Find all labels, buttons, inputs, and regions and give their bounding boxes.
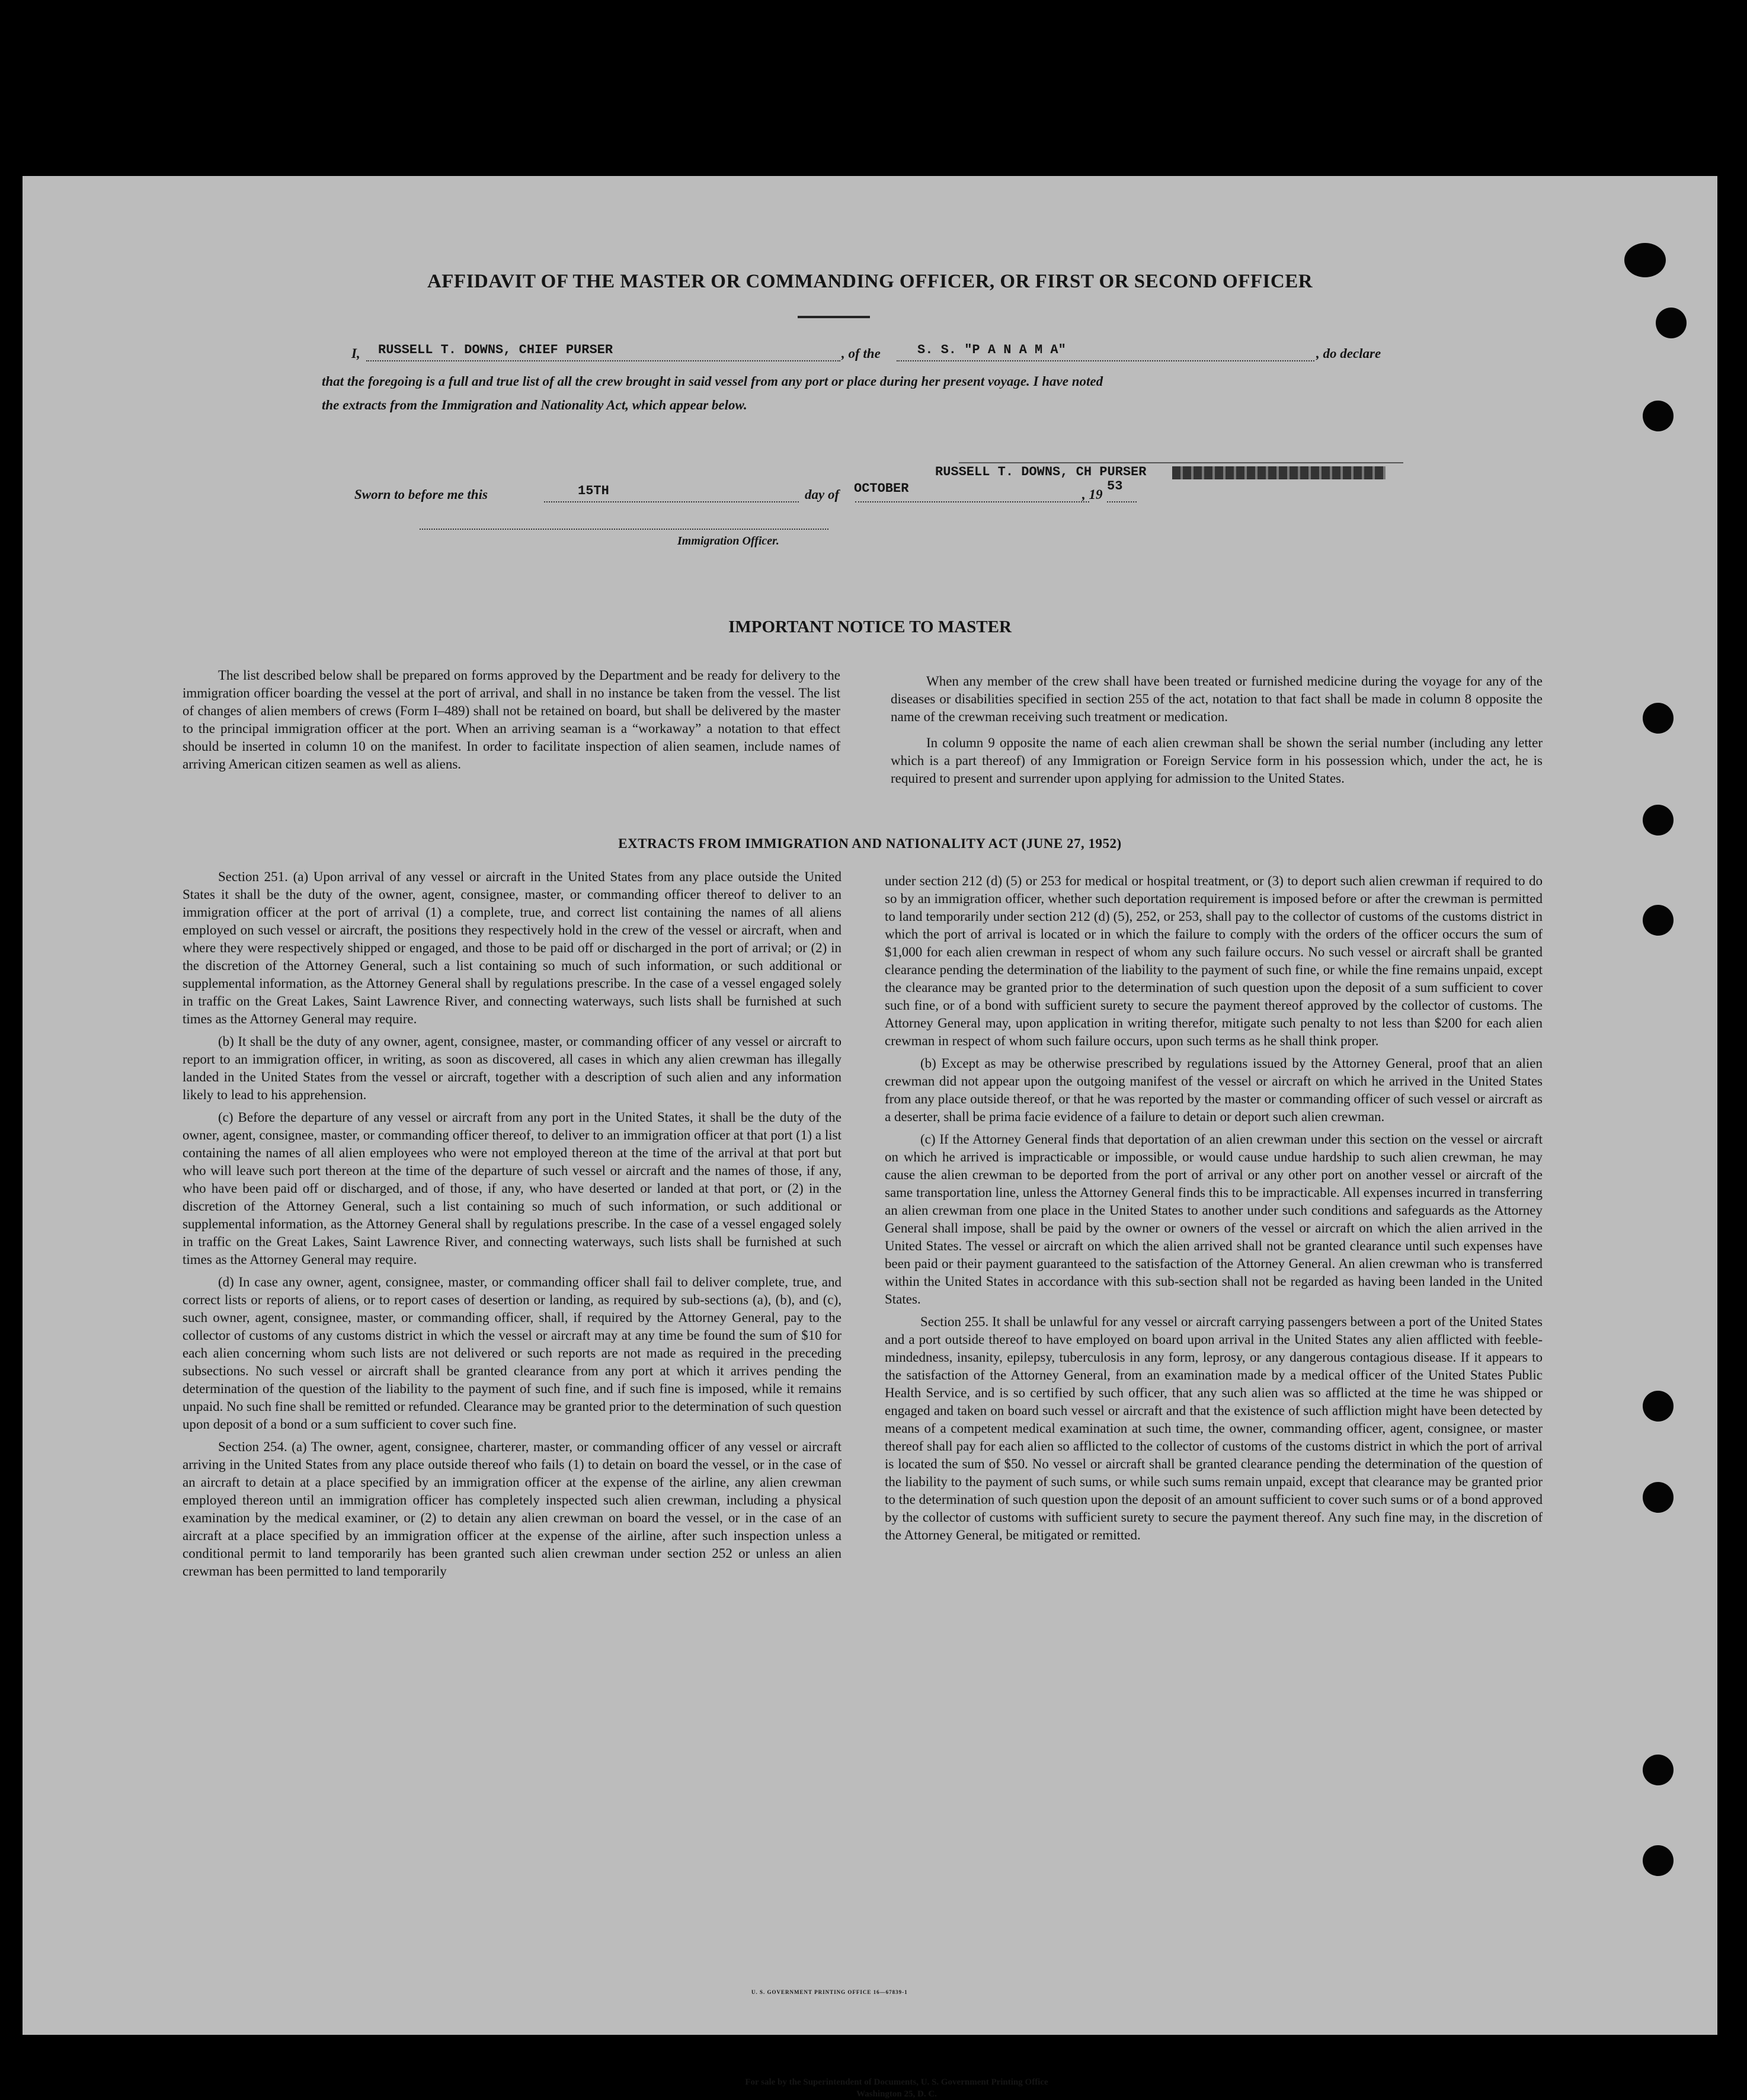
affidavit-title: AFFIDAVIT OF THE MASTER OR COMMANDING OFFICER, OR FIRST OR SECOND OFFICER <box>427 271 1313 292</box>
section-251-c: (c) Before the departure of any vessel or aircraft from any port in the United States, it shall be the duty of the owner, agent, consignee, master, or commanding officer thereof, to deliver to an immigration officer at that port (1) a list containing the names of all alien employees who were not employed thereon at the time of the arrival at that port but who will leave such port thereon at the time of the departure of such vessel or aircraft and the names of those, if any, who have been paid off or discharged, and of those, if any, who have deserted or landed at that port, or (2) in the discretion of the Attorney General, such a list containing so much of such information, or such additional or supplemental information, as the Attorney General shall by regulations prescribe. In the case of a vessel engaged solely in traffic on the Great Lakes, Saint Lawrence River, and connecting waterways, such lists shall be furnished at such times as the Attorney General may require. <box>183 1110 841 1267</box>
extracts-right-column <box>885 872 1543 1544</box>
section-254-a-cont: under section 212 (d) (5) or 253 for medical or hospital treatment, or (3) to deport such alien crewman if required to do so by an immigration officer, whether such deportation requirement is imposed before or after the crewman is permitted to land temporarily under section 212 (d) (5), 252, or 253, shall pay to the collector of customs of the customs district in which the port of arrival is located or in which the failure to comply with the orders of the officer occurs the sum of $1,000 for each alien crewman in respect of whom any such failure occurs. No such vessel or aircraft shall be granted clearance pending the determination of the liability to the payment of such fine, or while the fine remains unpaid, except the clearance may be granted prior to the determination of such question upon the deposit of a sum sufficient to cover such fine, or of a bond with sufficient surety to secure the payment thereof approved by the collector of customs. The Attorney General may, upon application in writing therefor, mitigate such penalty to not less than $200 for each alien crewman in respect of whom such failure occurs, upon such terms as he shall think proper. <box>885 873 1543 1048</box>
notice-paragraph: In column 9 opposite the name of each alien crewman shall be shown the serial number (including any letter which is a part thereof) of any Immigration or Foreign Service form in his possession which, under the act, he is required to present and surrender upon applying for admission to the United States. <box>891 735 1543 786</box>
i-label: I, <box>351 346 360 361</box>
section-254-b: (b) Except as may be otherwise prescribed by regulations issued by the Attorney General, proof that an alien crewman did not appear upon the outgoing manifest of the vessel or aircraft on which he arrived in the United States from any place outside thereof, or that he was reported by the master or commanding officer of such vessel or aircraft as a deserter, shall be prima facie evidence of a failure to detain or deport such alien crewman. <box>885 1056 1543 1124</box>
section-251-a: Section 251. (a) Upon arrival of any vessel or aircraft in the United States from any place outside the United States it shall be the duty of the owner, agent, consignee, master, or commanding officer thereof to deliver to an immigration officer at the port of arrival (1) a complete, true, and correct list containing the names of all aliens employed on such vessel or aircraft, the positions they respectively hold in the crew of the vessel or aircraft, when and where they were respectively shipped or engaged, and those to be paid off or discharged in the port of arrival; or (2) in the discretion of the Attorney General, such a list containing so much of such information, or such additional or supplemental information, as the Attorney General shall by regulations prescribe. In the case of a vessel engaged solely in traffic on the Great Lakes, Saint Lawrence River, and connecting waterways, such lists shall be furnished at such times as the Attorney General may require. <box>183 869 841 1026</box>
section-251-b: (b) It shall be the duty of any owner, agent, consignee, master, or commanding officer of any vessel or aircraft to report to an immigration officer, in writing, as soon as discovered, all cases in which any alien crewman has illegally landed in the United States from the vessel or aircraft, together with a description of such alien and any information likely to lead to his apprehension. <box>183 1034 841 1102</box>
section-255: Section 255. It shall be unlawful for any vessel or aircraft carrying passengers between a port of the United States and a port outside thereof to have employed on board upon arrival in the United States any alien afflicted with feeble-mindedness, insanity, epilepsy, tuberculosis in any form, leprosy, or any dangerous contagious disease. If it appears to the satisfaction of the Attorney General, from an examination made by a medical officer of the United States Public Health Service, and is so certified by such officer, that any such alien was so afflicted at the time he was shipped or engaged and taken on board such vessel or aircraft and that the existence of such affliction might have been detected by means of a competent medical examination at such time, the owner, commanding officer, agent, consignee, or master thereof shall pay for each alien so afflicted to the collector of customs of the customs district in which the port of arrival is located the sum of $50. No vessel or aircraft shall be granted clearance pending the determination of the question of the liability to the payment of such sums, or while such sums remain unpaid, except that clearance may be granted prior to the determination of such question upon the deposit of an amount sufficient to cover such sums or of a bond approved by the collector of customs with sufficient surety to secure the payment thereof. Any such fine may, in the discretion of the Attorney General, be mitigated or remitted. <box>885 1314 1543 1542</box>
sworn-label: Sworn to before me this <box>354 487 488 502</box>
notice-paragraph: The list described below shall be prepared on forms approved by the Department and be ready for delivery to the immigration officer boarding the vessel at the port of arrival, and shall in no instance be taken from the vessel. The list of changes of alien members of crews (Form I–489) shall not be retained on board, but shall be delivered by the master to the principal immigration officer at the port. When an arriving seaman is a “workaway” a notation to that effect should be inserted in column 10 on the manifest. In order to facilitate inspection of alien seamen, include names of arriving American citizen seamen as well as aliens. <box>183 668 840 772</box>
extracts-left-column <box>183 868 841 1580</box>
officer-line <box>420 524 828 530</box>
section-254-a: Section 254. (a) The owner, agent, consignee, charterer, master, or commanding officer of any vessel or aircraft arriving in the United States from any place outside thereof who fails (1) to detain on board the vessel, or in the case of an aircraft to detain at a place specified by an immigration officer at the expense of the airline, any alien crewman employed thereon until an immigration officer has completely inspected such alien crewman, including a physical examination by the medical examiner, or (2) to detain any alien crewman on board the vessel, or in the case of an aircraft at a place specified by an immigration officer at the expense of the airline, after such inspection unless a conditional permit to land temporarily has been granted such alien crewman under section 252 or unless an alien crewman has been permitted to land temporarily <box>183 1439 841 1579</box>
master-signature: RUSSELL T. DOWNS, CH PURSER <box>935 465 1147 479</box>
affidavit-statement-line2: the extracts from the Immigration and Nationality Act, which appear below. <box>322 398 747 412</box>
binder-hole <box>1643 401 1674 431</box>
document-page <box>23 176 1717 2099</box>
sworn-day: 15TH <box>578 484 609 498</box>
extracts-title: EXTRACTS FROM IMMIGRATION AND NATIONALITY ACT (JUNE 27, 1952) <box>618 836 1122 851</box>
binder-hole <box>1643 805 1674 835</box>
sworn-year: 53 <box>1107 479 1123 494</box>
notice-title: IMPORTANT NOTICE TO MASTER <box>728 617 1012 636</box>
sale-line2: Washington 25, D. C. <box>856 2089 937 2099</box>
day-of-label: day of <box>805 487 840 502</box>
vessel-name: S. S. "P A N A M A" <box>917 342 1066 357</box>
notice-right-column <box>891 673 1543 787</box>
of-the-label: , of the <box>841 346 881 361</box>
title-divider <box>798 316 870 318</box>
signature-line <box>959 462 1403 463</box>
struck-text <box>1172 466 1386 479</box>
binder-hole <box>1643 1391 1674 1422</box>
binder-hole <box>1643 1845 1674 1876</box>
year-prefix: , 19 <box>1082 487 1103 502</box>
sworn-month: OCTOBER <box>854 481 909 496</box>
notice-paragraph: When any member of the crew shall have been treated or furnished medicine during the voyage for any of the diseases or disabilities specified in section 255 of the act, notation to that fact shall be made in column 8 opposite the name of the crewman receiving such treatment or medication. <box>891 674 1543 724</box>
notice-left-column <box>183 667 840 773</box>
sale-notice <box>615 2076 1178 2100</box>
declarant-name: RUSSELL T. DOWNS, CHIEF PURSER <box>378 342 613 357</box>
affidavit-statement-line1: that the foregoing is a full and true list of all the crew brought in said vessel from any port or place during her present voyage. I have noted <box>322 374 1103 389</box>
binder-hole <box>1643 703 1674 734</box>
officer-label: Immigration Officer. <box>677 534 779 548</box>
binder-hole <box>1643 1755 1674 1785</box>
printing-office-line: U. S. GOVERNMENT PRINTING OFFICE 16—67839-1 <box>751 1989 908 1995</box>
binder-hole <box>1643 1482 1674 1513</box>
sale-line1: For sale by the Superintendent of Documents, U. S. Government Printing Office <box>745 2077 1048 2087</box>
section-251-d: (d) In case any owner, agent, consignee, master, or commanding officer shall fail to deliver complete, true, and correct lists or reports of aliens, or to report cases of desertion or landing, as required by sub-sections (a), (b), and (c), such owner, agent, consignee, master, or commanding officer, shall, if required by the Attorney General, pay to the collector of customs of any customs district in which the vessel or aircraft may at any time be found the sum of $10 for each alien concerning whom such lists are not delivered or such reports are not made as required in the preceding subsections. No such vessel or aircraft shall be granted clearance from any port at which it arrives pending the determination of the question of the liability to the payment of such fine, and if such fine is imposed, while it remains unpaid. No such fine shall be remitted or refunded. Clearance may be granted prior to the determination of such question upon deposit of a bond or a sum sufficient to cover such fine. <box>183 1275 841 1432</box>
do-declare-label: , do declare <box>1316 346 1381 361</box>
binder-hole <box>1643 905 1674 936</box>
section-254-c: (c) If the Attorney General finds that deportation of an alien crewman under this section on the vessel or aircraft on which he arrived is impracticable or impossible, or would cause undue hardship to such alien crewman, he may cause the alien crewman to be deported from the port of arrival or any other port on another vessel or aircraft of the same transportation line, unless the Attorney General finds this to be impracticable. All expenses incurred in transferring an alien crewman from one place in the United States to another under such conditions and safeguards as the Attorney General shall impose, shall be paid by the owner or owners of the vessel or aircraft on which the alien arrived in the United States. The vessel or aircraft on which the alien arrived shall not be granted clearance until such expenses have been paid or their payment guaranteed to the satisfaction of the Attorney General. An alien crewman who is transferred within the United States in accordance with this sub-section shall not be regarded as having been landed in the United States. <box>885 1132 1543 1307</box>
binder-hole <box>1656 308 1687 338</box>
